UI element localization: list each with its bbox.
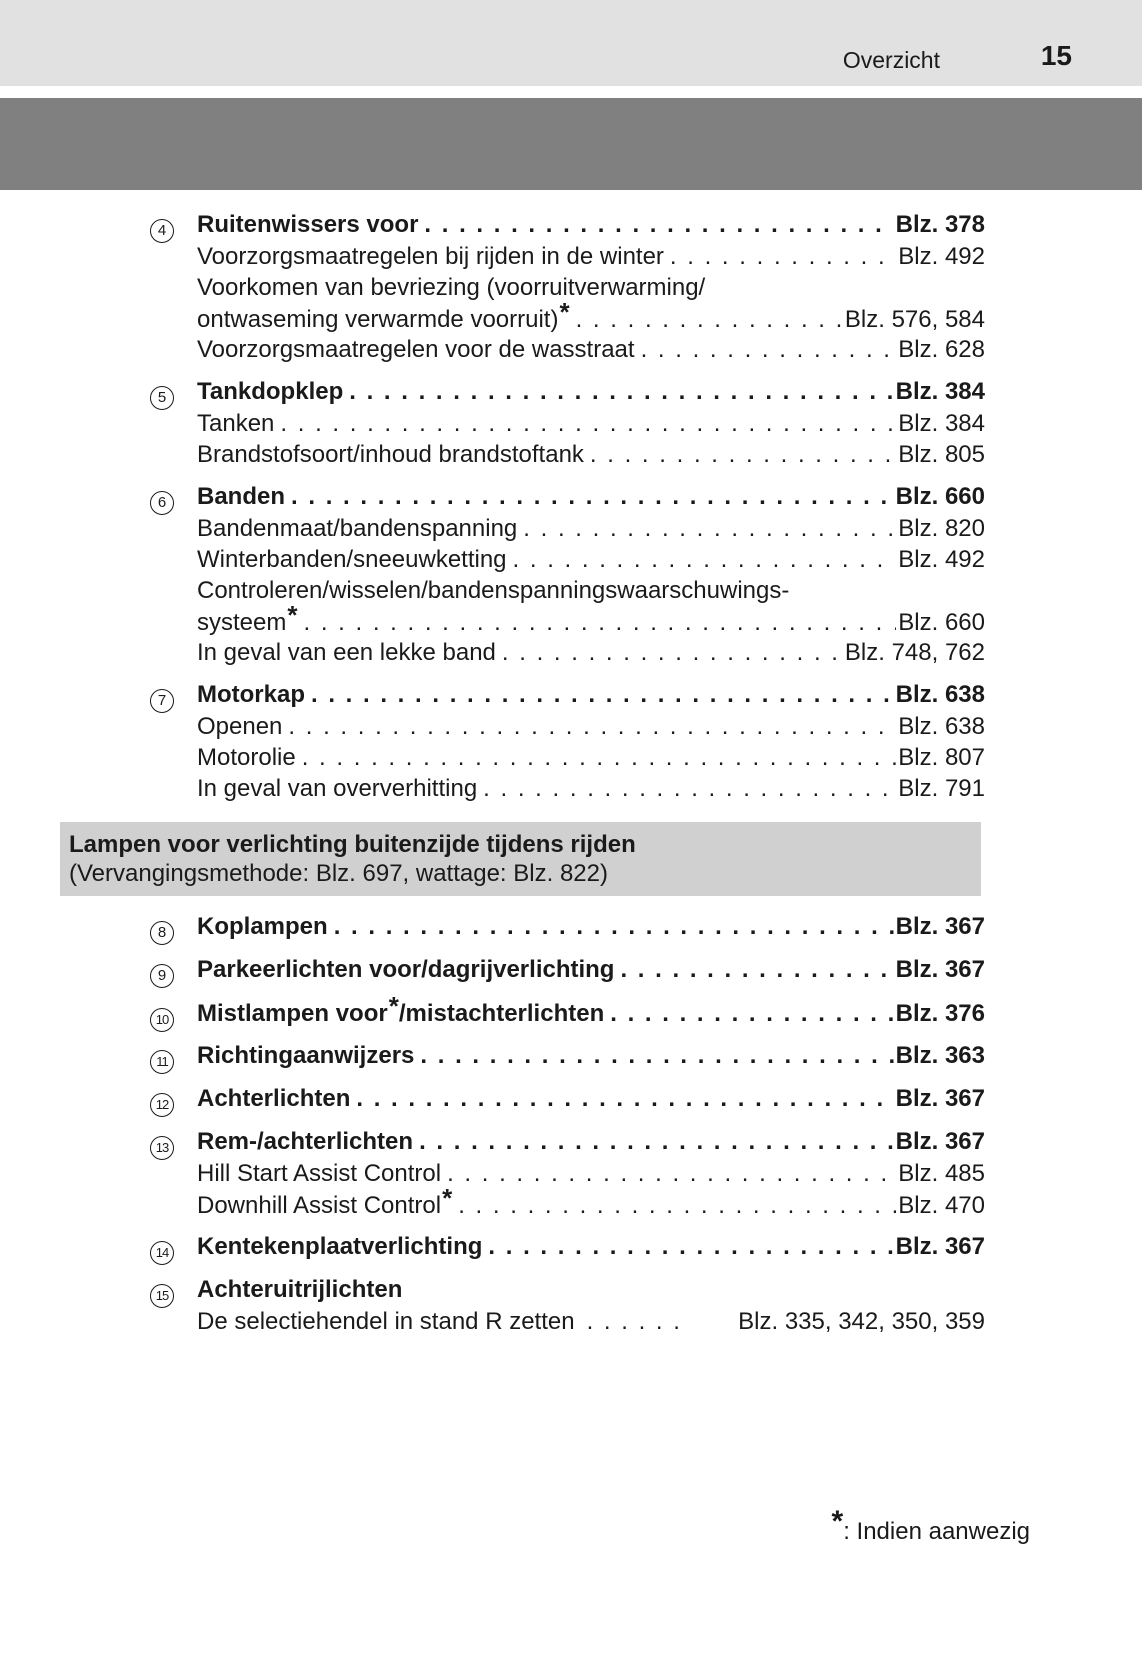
item-number — [150, 488, 197, 512]
leader-dots — [447, 1158, 896, 1189]
leader-dots — [488, 1230, 893, 1263]
number-circle-icon: 11 — [150, 1050, 174, 1074]
item-number — [150, 1090, 197, 1114]
index-heading — [150, 678, 985, 711]
index-heading — [150, 1039, 985, 1072]
number-circle-icon: 6 — [150, 491, 174, 515]
index-subitem — [150, 711, 985, 742]
index-subitem — [150, 742, 985, 773]
subitem-page-ref: Blz. 485 — [898, 1160, 985, 1187]
footnote — [831, 1505, 1030, 1547]
leader-dots — [483, 773, 896, 804]
index-heading — [150, 910, 985, 943]
subitem-label: In geval van een lekke band — [197, 639, 496, 666]
footnote-asterisk: * — [831, 1505, 844, 1538]
heading-page-ref: Blz. 367 — [895, 956, 985, 983]
index-subitem — [150, 544, 985, 575]
heading-label: Parkeerlichten voor/dagrijverlichting — [197, 956, 615, 983]
subitem-label: Voorzorgsmaatregelen voor de wasstraat — [197, 336, 635, 363]
heading-page-ref: Blz. 376 — [895, 1000, 985, 1027]
item-number — [150, 686, 197, 710]
item-number — [150, 383, 197, 407]
index-subitem — [150, 241, 985, 272]
heading-label: Banden — [197, 483, 286, 510]
heading-page-ref: Blz. 638 — [895, 681, 985, 708]
index-heading — [150, 1082, 985, 1115]
subitem-label: De selectiehendel in stand R zetten — [197, 1308, 575, 1335]
illustration-band — [0, 98, 1142, 190]
heading-page-ref: Blz. 363 — [895, 1042, 985, 1069]
index-group — [150, 1082, 985, 1115]
heading-label: Achterlichten — [197, 1085, 351, 1112]
subitem-page-ref: Blz. 492 — [898, 546, 985, 573]
index-group — [150, 375, 985, 470]
index-heading — [150, 480, 985, 513]
number-circle-icon: 9 — [150, 964, 174, 988]
panel-title: Lampen voor verlichting buitenzijde tijdens rijden — [69, 831, 636, 858]
section-title: Overzicht — [842, 47, 940, 73]
index-group — [150, 480, 985, 668]
bottom-groups — [150, 910, 985, 1337]
index-group — [150, 953, 985, 986]
heading-label: Rem-/achterlichten — [197, 1128, 414, 1155]
subitem-label: Voorkomen van bevriezing (voorruitverwarming/ — [197, 274, 706, 301]
page-number: 15 — [1040, 40, 1072, 71]
heading-page-ref: Blz. 378 — [895, 211, 985, 238]
leader-dots — [334, 910, 894, 943]
index-subitem — [150, 334, 985, 365]
index-subitem — [150, 297, 985, 334]
index-subitem — [150, 1306, 985, 1337]
index-subitem — [150, 600, 985, 637]
leader-dots-short: . . . . . . — [586, 1308, 682, 1335]
subitem-label: ontwaseming verwarmde voorruit)* — [197, 297, 570, 333]
number-circle-icon: 13 — [150, 1136, 174, 1160]
index-group — [150, 910, 985, 943]
subitem-label: Hill Start Assist Control — [197, 1160, 442, 1187]
index-heading — [150, 1230, 985, 1263]
heading-label: Tankdopklep — [197, 378, 344, 405]
item-number — [150, 1281, 197, 1305]
leader-dots — [590, 439, 896, 470]
item-number — [150, 1133, 197, 1157]
heading-label: Achteruitrijlichten — [197, 1276, 403, 1303]
leader-dots — [311, 678, 894, 711]
item-number — [150, 1047, 197, 1071]
item-number — [150, 216, 197, 240]
index-subitem — [150, 1158, 985, 1189]
heading-label: Motorkap — [197, 681, 305, 708]
subitem-page-ref: Blz. 805 — [898, 441, 985, 468]
item-number — [150, 1005, 197, 1029]
number-circle-icon: 7 — [150, 689, 174, 713]
heading-page-ref: Blz. 384 — [895, 378, 985, 405]
index-group — [150, 208, 985, 365]
index-heading — [150, 1273, 985, 1306]
subitem-page-ref: Blz. 807 — [898, 744, 985, 771]
leader-dots — [302, 742, 897, 773]
footnote-text: : Indien aanwezig — [843, 1518, 1030, 1545]
leader-dots — [641, 334, 897, 365]
index-group — [150, 991, 985, 1029]
subitem-label: Tanken — [197, 410, 275, 437]
number-circle-icon: 15 — [150, 1284, 174, 1308]
subitem-page-ref: Blz. 470 — [898, 1192, 985, 1219]
subitem-page-ref: Blz. 660 — [898, 609, 985, 636]
subitem-label: Motorolie — [197, 744, 296, 771]
item-number — [150, 1238, 197, 1262]
number-circle-icon: 5 — [150, 386, 174, 410]
subitem-page-ref: Blz. 748, 762 — [844, 639, 985, 666]
number-circle-icon: 14 — [150, 1241, 174, 1265]
leader-dots — [670, 241, 896, 272]
number-circle-icon: 4 — [150, 219, 174, 243]
heading-label: Kentekenplaatverlichting — [197, 1233, 483, 1260]
leader-dots — [303, 607, 896, 638]
heading-label: Mistlampen voor*/mistachterlichten — [197, 991, 605, 1027]
heading-page-ref: Blz. 660 — [895, 483, 985, 510]
item-number — [150, 961, 197, 985]
subitem-label: Brandstofsoort/inhoud brandstoftank — [197, 441, 584, 468]
leader-dots — [420, 1039, 893, 1072]
asterisk-mark: * — [442, 1183, 453, 1213]
subitem-label: Controleren/wisselen/bandenspanningswaarschuwings- — [197, 577, 790, 604]
index-subitem — [150, 575, 985, 606]
index-group — [150, 678, 985, 804]
subitem-label: systeem* — [197, 600, 298, 636]
asterisk-mark: * — [287, 600, 298, 630]
subitem-page-ref: Blz. 384 — [898, 410, 985, 437]
leader-dots — [523, 513, 896, 544]
index-list — [69, 208, 985, 1347]
subitem-label: Openen — [197, 713, 283, 740]
leader-dots — [610, 997, 893, 1030]
leader-dots — [280, 408, 896, 439]
number-circle-icon: 8 — [150, 921, 174, 945]
index-heading — [150, 991, 985, 1029]
lighting-panel — [60, 822, 981, 896]
subitem-page-ref: Blz. 791 — [898, 775, 985, 802]
leader-dots — [349, 375, 893, 408]
heading-page-ref: Blz. 367 — [895, 1085, 985, 1112]
leader-dots — [288, 711, 896, 742]
heading-page-ref: Blz. 367 — [895, 1128, 985, 1155]
top-groups — [150, 208, 985, 804]
leader-dots — [620, 953, 893, 986]
leader-dots — [576, 304, 843, 335]
leader-dots — [458, 1190, 896, 1221]
subitem-label: Bandenmaat/bandenspanning — [197, 515, 518, 542]
leader-dots — [513, 544, 897, 575]
index-subitem — [150, 408, 985, 439]
index-heading — [150, 375, 985, 408]
item-number — [150, 918, 197, 942]
subitem-page-ref: Blz. 492 — [898, 243, 985, 270]
subitem-label: Downhill Assist Control* — [197, 1183, 453, 1219]
header-band — [0, 0, 1142, 86]
index-heading — [150, 1125, 985, 1158]
heading-label: Ruitenwissers voor — [197, 211, 419, 238]
index-subitem — [150, 513, 985, 544]
number-circle-icon: 10 — [150, 1008, 174, 1032]
leader-dots — [291, 480, 894, 513]
asterisk-mark: * — [388, 991, 399, 1021]
subitem-page-ref: Blz. 628 — [898, 336, 985, 363]
subitem-page-ref: Blz. 820 — [898, 515, 985, 542]
index-group — [150, 1125, 985, 1220]
panel-subtitle: (Vervangingsmethode: Blz. 697, wattage: Blz. 822) — [69, 860, 608, 887]
index-subitem — [150, 637, 985, 668]
index-subitem — [150, 439, 985, 470]
subitem-label: Winterbanden/sneeuwketting — [197, 546, 507, 573]
subitem-label: In geval van oververhitting — [197, 775, 478, 802]
leader-dots — [502, 637, 843, 668]
index-group — [150, 1039, 985, 1072]
subitem-page-ref: Blz. 638 — [898, 713, 985, 740]
index-heading — [150, 953, 985, 986]
index-subitem — [150, 773, 985, 804]
subitem-label: Voorzorgsmaatregelen bij rijden in de winter — [197, 243, 664, 270]
leader-dots — [419, 1125, 894, 1158]
asterisk-mark: * — [559, 297, 570, 327]
leader-dots — [356, 1082, 893, 1115]
index-heading — [150, 208, 985, 241]
heading-page-ref: Blz. 367 — [895, 1233, 985, 1260]
number-circle-icon: 12 — [150, 1093, 174, 1117]
heading-label: Richtingaanwijzers — [197, 1042, 415, 1069]
subitem-page-ref: Blz. 335, 342, 350, 359 — [738, 1308, 985, 1335]
index-group — [150, 1273, 985, 1337]
index-group — [150, 1230, 985, 1263]
subitem-page-ref: Blz. 576, 584 — [844, 306, 985, 333]
heading-label: Koplampen — [197, 913, 328, 940]
index-subitem — [150, 1183, 985, 1220]
heading-page-ref: Blz. 367 — [895, 913, 985, 940]
leader-dots — [424, 208, 893, 241]
